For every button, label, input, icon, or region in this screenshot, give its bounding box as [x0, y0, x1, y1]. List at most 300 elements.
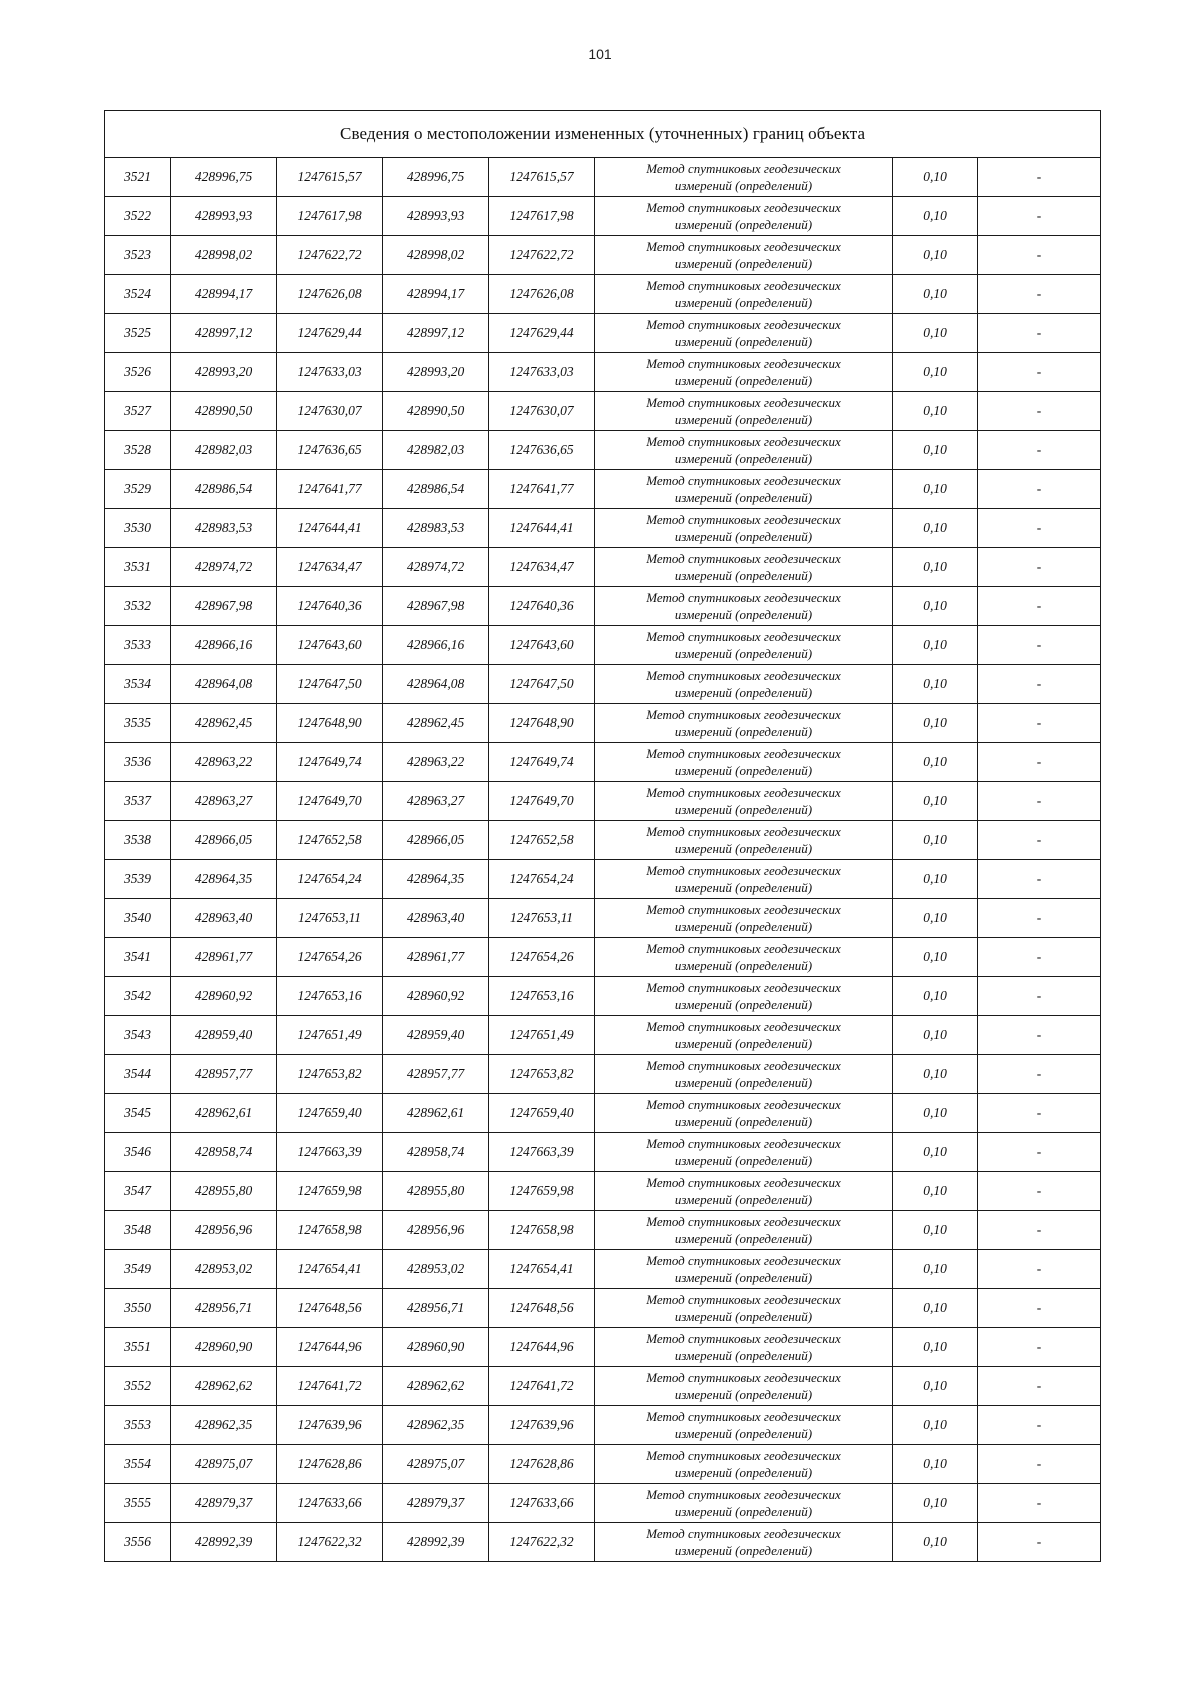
- method-line-2: измерений (определений): [674, 412, 813, 427]
- point-number-cell: 3536: [105, 743, 171, 782]
- note-cell: -: [978, 1094, 1101, 1133]
- existing-x-cell: 428982,03: [171, 431, 277, 470]
- accuracy-cell: 0,10: [893, 1094, 978, 1133]
- table-row: [105, 548, 1101, 587]
- accuracy-cell: 0,10: [893, 743, 978, 782]
- method-line-1: Метод спутниковых геодезических: [646, 1019, 841, 1034]
- point-number-cell: 3527: [105, 392, 171, 431]
- method-line-2: измерений (определений): [674, 919, 813, 934]
- point-number-cell: 3537: [105, 782, 171, 821]
- point-number-cell: 3547: [105, 1172, 171, 1211]
- table-row: [105, 1250, 1101, 1289]
- method-line-2: измерений (определений): [674, 1465, 813, 1480]
- existing-x-cell: 428990,50: [171, 392, 277, 431]
- refined-y-cell: 1247636,65: [489, 431, 595, 470]
- accuracy-cell: 0,10: [893, 1211, 978, 1250]
- method-line-2: измерений (определений): [674, 880, 813, 895]
- accuracy-cell: 0,10: [893, 1289, 978, 1328]
- method-line-2: измерений (определений): [674, 841, 813, 856]
- method-line-1: Метод спутниковых геодезических: [646, 668, 841, 683]
- accuracy-cell: 0,10: [893, 587, 978, 626]
- existing-x-cell: 428963,22: [171, 743, 277, 782]
- method-line-1: Метод спутниковых геодезических: [646, 980, 841, 995]
- existing-x-cell: 428974,72: [171, 548, 277, 587]
- method-cell: [595, 1094, 893, 1133]
- table-body: [105, 111, 1101, 1562]
- note-cell: -: [978, 353, 1101, 392]
- table-row: [105, 1484, 1101, 1523]
- accuracy-cell: 0,10: [893, 899, 978, 938]
- note-cell: -: [978, 1445, 1101, 1484]
- refined-y-cell: 1247628,86: [489, 1445, 595, 1484]
- existing-x-cell: 428964,08: [171, 665, 277, 704]
- accuracy-cell: 0,10: [893, 236, 978, 275]
- refined-x-cell: 428962,35: [383, 1406, 489, 1445]
- refined-x-cell: 428997,12: [383, 314, 489, 353]
- refined-x-cell: 428963,27: [383, 782, 489, 821]
- page-number: 101: [588, 46, 612, 62]
- method-line-1: Метод спутниковых геодезических: [646, 161, 841, 176]
- refined-x-cell: 428986,54: [383, 470, 489, 509]
- note-cell: -: [978, 899, 1101, 938]
- point-number-cell: 3556: [105, 1523, 171, 1562]
- refined-x-cell: 428957,77: [383, 1055, 489, 1094]
- accuracy-cell: 0,10: [893, 704, 978, 743]
- note-cell: -: [978, 665, 1101, 704]
- method-cell: [595, 782, 893, 821]
- existing-y-cell: 1247628,86: [277, 1445, 383, 1484]
- table-row: [105, 470, 1101, 509]
- method-line-2: измерений (определений): [674, 1192, 813, 1207]
- refined-y-cell: 1247641,77: [489, 470, 595, 509]
- existing-y-cell: 1247640,36: [277, 587, 383, 626]
- existing-x-cell: 428953,02: [171, 1250, 277, 1289]
- note-cell: -: [978, 314, 1101, 353]
- refined-x-cell: 428967,98: [383, 587, 489, 626]
- method-line-2: измерений (определений): [674, 451, 813, 466]
- refined-y-cell: 1247644,96: [489, 1328, 595, 1367]
- note-cell: -: [978, 704, 1101, 743]
- refined-y-cell: 1247633,03: [489, 353, 595, 392]
- existing-x-cell: 428962,35: [171, 1406, 277, 1445]
- existing-x-cell: 428993,20: [171, 353, 277, 392]
- table-row: [105, 587, 1101, 626]
- refined-x-cell: 428966,16: [383, 626, 489, 665]
- refined-x-cell: 428964,08: [383, 665, 489, 704]
- refined-x-cell: 428982,03: [383, 431, 489, 470]
- method-line-2: измерений (определений): [674, 1153, 813, 1168]
- point-number-cell: 3545: [105, 1094, 171, 1133]
- table-row: [105, 743, 1101, 782]
- existing-y-cell: 1247663,39: [277, 1133, 383, 1172]
- refined-x-cell: 428962,62: [383, 1367, 489, 1406]
- table-row: [105, 821, 1101, 860]
- method-cell: [595, 860, 893, 899]
- refined-y-cell: 1247654,26: [489, 938, 595, 977]
- existing-y-cell: 1247636,65: [277, 431, 383, 470]
- existing-y-cell: 1247649,70: [277, 782, 383, 821]
- accuracy-cell: 0,10: [893, 938, 978, 977]
- method-line-1: Метод спутниковых геодезических: [646, 785, 841, 800]
- refined-y-cell: 1247622,32: [489, 1523, 595, 1562]
- refined-y-cell: 1247659,98: [489, 1172, 595, 1211]
- refined-x-cell: 428998,02: [383, 236, 489, 275]
- existing-y-cell: 1247641,77: [277, 470, 383, 509]
- note-cell: -: [978, 587, 1101, 626]
- existing-x-cell: 428967,98: [171, 587, 277, 626]
- point-number-cell: 3534: [105, 665, 171, 704]
- method-line-2: измерений (определений): [674, 529, 813, 544]
- refined-x-cell: 428960,92: [383, 977, 489, 1016]
- refined-x-cell: 428979,37: [383, 1484, 489, 1523]
- existing-y-cell: 1247615,57: [277, 158, 383, 197]
- existing-x-cell: 428962,45: [171, 704, 277, 743]
- table-row: [105, 1094, 1101, 1133]
- note-cell: -: [978, 392, 1101, 431]
- method-cell: [595, 626, 893, 665]
- refined-y-cell: 1247643,60: [489, 626, 595, 665]
- point-number-cell: 3523: [105, 236, 171, 275]
- method-cell: [595, 704, 893, 743]
- method-line-1: Метод спутниковых геодезических: [646, 1526, 841, 1541]
- refined-y-cell: 1247649,70: [489, 782, 595, 821]
- method-line-2: измерений (определений): [674, 568, 813, 583]
- existing-x-cell: 428955,80: [171, 1172, 277, 1211]
- existing-y-cell: 1247633,66: [277, 1484, 383, 1523]
- refined-x-cell: 428962,61: [383, 1094, 489, 1133]
- method-cell: [595, 1328, 893, 1367]
- existing-x-cell: 428998,02: [171, 236, 277, 275]
- method-line-2: измерений (определений): [674, 490, 813, 505]
- point-number-cell: 3543: [105, 1016, 171, 1055]
- table-row: [105, 1211, 1101, 1250]
- method-line-2: измерений (определений): [674, 1504, 813, 1519]
- point-number-cell: 3532: [105, 587, 171, 626]
- refined-y-cell: 1247615,57: [489, 158, 595, 197]
- table-row: [105, 782, 1101, 821]
- point-number-cell: 3526: [105, 353, 171, 392]
- existing-x-cell: 428997,12: [171, 314, 277, 353]
- point-number-cell: 3529: [105, 470, 171, 509]
- note-cell: -: [978, 197, 1101, 236]
- method-line-2: измерений (определений): [674, 1075, 813, 1090]
- accuracy-cell: 0,10: [893, 860, 978, 899]
- method-line-1: Метод спутниковых геодезических: [646, 551, 841, 566]
- method-cell: [595, 1367, 893, 1406]
- existing-y-cell: 1247652,58: [277, 821, 383, 860]
- note-cell: -: [978, 1406, 1101, 1445]
- existing-y-cell: 1247643,60: [277, 626, 383, 665]
- method-line-1: Метод спутниковых геодезических: [646, 1370, 841, 1385]
- method-cell: [595, 899, 893, 938]
- method-line-2: измерений (определений): [674, 1270, 813, 1285]
- note-cell: -: [978, 821, 1101, 860]
- existing-x-cell: 428963,40: [171, 899, 277, 938]
- method-cell: [595, 236, 893, 275]
- refined-x-cell: 428974,72: [383, 548, 489, 587]
- method-cell: [595, 977, 893, 1016]
- refined-y-cell: 1247649,74: [489, 743, 595, 782]
- point-number-cell: 3553: [105, 1406, 171, 1445]
- point-number-cell: 3540: [105, 899, 171, 938]
- refined-x-cell: 428956,96: [383, 1211, 489, 1250]
- existing-y-cell: 1247653,16: [277, 977, 383, 1016]
- refined-y-cell: 1247653,82: [489, 1055, 595, 1094]
- note-cell: -: [978, 1172, 1101, 1211]
- existing-x-cell: 428962,61: [171, 1094, 277, 1133]
- accuracy-cell: 0,10: [893, 1133, 978, 1172]
- method-line-2: измерений (определений): [674, 1309, 813, 1324]
- table-row: [105, 1055, 1101, 1094]
- refined-x-cell: 428993,20: [383, 353, 489, 392]
- accuracy-cell: 0,10: [893, 548, 978, 587]
- method-line-2: измерений (определений): [674, 178, 813, 193]
- existing-y-cell: 1247639,96: [277, 1406, 383, 1445]
- refined-y-cell: 1247633,66: [489, 1484, 595, 1523]
- accuracy-cell: 0,10: [893, 197, 978, 236]
- method-line-1: Метод спутниковых геодезических: [646, 902, 841, 917]
- refined-y-cell: 1247647,50: [489, 665, 595, 704]
- refined-y-cell: 1247634,47: [489, 548, 595, 587]
- note-cell: -: [978, 1289, 1101, 1328]
- method-line-2: измерений (определений): [674, 334, 813, 349]
- method-line-2: измерений (определений): [674, 373, 813, 388]
- existing-y-cell: 1247659,40: [277, 1094, 383, 1133]
- existing-x-cell: 428993,93: [171, 197, 277, 236]
- accuracy-cell: 0,10: [893, 158, 978, 197]
- refined-y-cell: 1247652,58: [489, 821, 595, 860]
- method-line-2: измерений (определений): [674, 1114, 813, 1129]
- refined-y-cell: 1247654,24: [489, 860, 595, 899]
- table-row: [105, 1367, 1101, 1406]
- note-cell: -: [978, 860, 1101, 899]
- note-cell: -: [978, 1016, 1101, 1055]
- method-cell: [595, 1484, 893, 1523]
- point-number-cell: 3535: [105, 704, 171, 743]
- accuracy-cell: 0,10: [893, 470, 978, 509]
- note-cell: -: [978, 1484, 1101, 1523]
- method-line-1: Метод спутниковых геодезических: [646, 1136, 841, 1151]
- table-row: [105, 1133, 1101, 1172]
- method-line-1: Метод спутниковых геодезических: [646, 512, 841, 527]
- existing-y-cell: 1247644,96: [277, 1328, 383, 1367]
- method-line-1: Метод спутниковых геодезических: [646, 395, 841, 410]
- accuracy-cell: 0,10: [893, 626, 978, 665]
- refined-y-cell: 1247639,96: [489, 1406, 595, 1445]
- table-row: [105, 938, 1101, 977]
- method-line-1: Метод спутниковых геодезических: [646, 1097, 841, 1112]
- existing-x-cell: 428979,37: [171, 1484, 277, 1523]
- existing-x-cell: 428966,16: [171, 626, 277, 665]
- note-cell: -: [978, 626, 1101, 665]
- accuracy-cell: 0,10: [893, 509, 978, 548]
- note-cell: -: [978, 1250, 1101, 1289]
- point-number-cell: 3551: [105, 1328, 171, 1367]
- point-number-cell: 3552: [105, 1367, 171, 1406]
- method-line-1: Метод спутниковых геодезических: [646, 200, 841, 215]
- method-cell: [595, 821, 893, 860]
- existing-y-cell: 1247622,72: [277, 236, 383, 275]
- accuracy-cell: 0,10: [893, 1055, 978, 1094]
- method-cell: [595, 470, 893, 509]
- existing-x-cell: 428996,75: [171, 158, 277, 197]
- table-row: [105, 1172, 1101, 1211]
- refined-y-cell: 1247653,11: [489, 899, 595, 938]
- method-line-2: измерений (определений): [674, 1231, 813, 1246]
- method-cell: [595, 1055, 893, 1094]
- table-row: [105, 158, 1101, 197]
- method-line-1: Метод спутниковых геодезических: [646, 1175, 841, 1190]
- refined-x-cell: 428955,80: [383, 1172, 489, 1211]
- method-cell: [595, 1016, 893, 1055]
- existing-y-cell: 1247644,41: [277, 509, 383, 548]
- refined-y-cell: 1247654,41: [489, 1250, 595, 1289]
- refined-y-cell: 1247617,98: [489, 197, 595, 236]
- existing-y-cell: 1247659,98: [277, 1172, 383, 1211]
- note-cell: -: [978, 275, 1101, 314]
- existing-y-cell: 1247651,49: [277, 1016, 383, 1055]
- method-line-1: Метод спутниковых геодезических: [646, 863, 841, 878]
- refined-y-cell: 1247640,36: [489, 587, 595, 626]
- existing-y-cell: 1247653,11: [277, 899, 383, 938]
- method-line-1: Метод спутниковых геодезических: [646, 1448, 841, 1463]
- method-line-2: измерений (определений): [674, 997, 813, 1012]
- method-line-1: Метод спутниковых геодезических: [646, 590, 841, 605]
- point-number-cell: 3549: [105, 1250, 171, 1289]
- point-number-cell: 3544: [105, 1055, 171, 1094]
- table-row: [105, 1016, 1101, 1055]
- boundary-coordinates-table: [104, 110, 1101, 1562]
- table-row: [105, 1289, 1101, 1328]
- refined-x-cell: 428993,93: [383, 197, 489, 236]
- point-number-cell: 3531: [105, 548, 171, 587]
- note-cell: -: [978, 938, 1101, 977]
- method-line-1: Метод спутниковых геодезических: [646, 317, 841, 332]
- method-line-2: измерений (определений): [674, 1348, 813, 1363]
- point-number-cell: 3530: [105, 509, 171, 548]
- table-row: [105, 1523, 1101, 1562]
- note-cell: -: [978, 548, 1101, 587]
- table-row: [105, 860, 1101, 899]
- refined-x-cell: 428992,39: [383, 1523, 489, 1562]
- method-cell: [595, 938, 893, 977]
- method-line-2: измерений (определений): [674, 1036, 813, 1051]
- refined-y-cell: 1247622,72: [489, 236, 595, 275]
- point-number-cell: 3548: [105, 1211, 171, 1250]
- existing-x-cell: 428961,77: [171, 938, 277, 977]
- method-cell: [595, 1133, 893, 1172]
- existing-y-cell: 1247653,82: [277, 1055, 383, 1094]
- existing-x-cell: 428966,05: [171, 821, 277, 860]
- refined-x-cell: 428963,40: [383, 899, 489, 938]
- existing-y-cell: 1247649,74: [277, 743, 383, 782]
- table-row: [105, 431, 1101, 470]
- refined-y-cell: 1247630,07: [489, 392, 595, 431]
- accuracy-cell: 0,10: [893, 821, 978, 860]
- refined-x-cell: 428958,74: [383, 1133, 489, 1172]
- table-title-row: [105, 111, 1101, 158]
- note-cell: -: [978, 431, 1101, 470]
- method-cell: [595, 1523, 893, 1562]
- accuracy-cell: 0,10: [893, 353, 978, 392]
- boundary-coordinates-sheet: [104, 110, 1100, 1562]
- note-cell: -: [978, 470, 1101, 509]
- note-cell: -: [978, 977, 1101, 1016]
- existing-x-cell: 428957,77: [171, 1055, 277, 1094]
- accuracy-cell: 0,10: [893, 1172, 978, 1211]
- existing-y-cell: 1247633,03: [277, 353, 383, 392]
- existing-x-cell: 428956,71: [171, 1289, 277, 1328]
- note-cell: -: [978, 1523, 1101, 1562]
- method-line-2: измерений (определений): [674, 685, 813, 700]
- method-line-1: Метод спутниковых геодезических: [646, 746, 841, 761]
- method-line-1: Метод спутниковых геодезических: [646, 1409, 841, 1424]
- accuracy-cell: 0,10: [893, 1328, 978, 1367]
- existing-x-cell: 428956,96: [171, 1211, 277, 1250]
- existing-x-cell: 428983,53: [171, 509, 277, 548]
- method-line-1: Метод спутниковых геодезических: [646, 239, 841, 254]
- accuracy-cell: 0,10: [893, 1016, 978, 1055]
- method-cell: [595, 431, 893, 470]
- method-line-2: измерений (определений): [674, 256, 813, 271]
- method-cell: [595, 158, 893, 197]
- method-cell: [595, 1445, 893, 1484]
- table-row: [105, 899, 1101, 938]
- table-row: [105, 314, 1101, 353]
- existing-y-cell: 1247647,50: [277, 665, 383, 704]
- method-cell: [595, 665, 893, 704]
- accuracy-cell: 0,10: [893, 1250, 978, 1289]
- point-number-cell: 3524: [105, 275, 171, 314]
- point-number-cell: 3538: [105, 821, 171, 860]
- point-number-cell: 3554: [105, 1445, 171, 1484]
- refined-x-cell: 428964,35: [383, 860, 489, 899]
- existing-x-cell: 428964,35: [171, 860, 277, 899]
- accuracy-cell: 0,10: [893, 1523, 978, 1562]
- refined-x-cell: 428975,07: [383, 1445, 489, 1484]
- point-number-cell: 3525: [105, 314, 171, 353]
- method-line-1: Метод спутниковых геодезических: [646, 1487, 841, 1502]
- table-row: [105, 353, 1101, 392]
- table-row: [105, 626, 1101, 665]
- method-line-2: измерений (определений): [674, 646, 813, 661]
- refined-x-cell: 428956,71: [383, 1289, 489, 1328]
- point-number-cell: 3541: [105, 938, 171, 977]
- method-line-2: измерений (определений): [674, 724, 813, 739]
- refined-y-cell: 1247651,49: [489, 1016, 595, 1055]
- note-cell: -: [978, 1133, 1101, 1172]
- table-row: [105, 197, 1101, 236]
- point-number-cell: 3528: [105, 431, 171, 470]
- point-number-cell: 3550: [105, 1289, 171, 1328]
- method-cell: [595, 314, 893, 353]
- method-cell: [595, 1172, 893, 1211]
- method-line-2: измерений (определений): [674, 1387, 813, 1402]
- method-line-1: Метод спутниковых геодезических: [646, 434, 841, 449]
- accuracy-cell: 0,10: [893, 782, 978, 821]
- refined-x-cell: 428959,40: [383, 1016, 489, 1055]
- existing-x-cell: 428962,62: [171, 1367, 277, 1406]
- existing-x-cell: 428958,74: [171, 1133, 277, 1172]
- refined-x-cell: 428994,17: [383, 275, 489, 314]
- method-cell: [595, 353, 893, 392]
- refined-x-cell: 428962,45: [383, 704, 489, 743]
- method-line-2: измерений (определений): [674, 1543, 813, 1558]
- table-row: [105, 1406, 1101, 1445]
- existing-y-cell: 1247654,26: [277, 938, 383, 977]
- refined-y-cell: 1247663,39: [489, 1133, 595, 1172]
- existing-x-cell: 428963,27: [171, 782, 277, 821]
